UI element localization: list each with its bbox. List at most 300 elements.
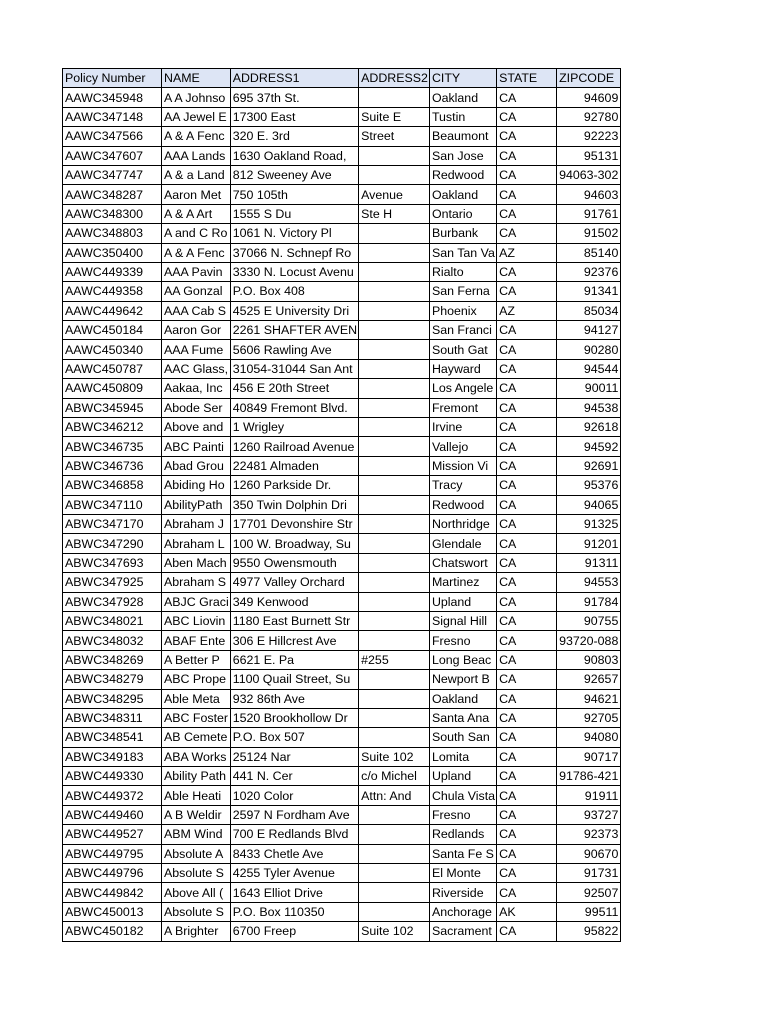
address1-cell[interactable]: 320 E. 3rd	[230, 127, 358, 146]
city-cell[interactable]: Santa Ana	[429, 708, 496, 727]
state-cell[interactable]: CA	[497, 165, 557, 184]
zipcode-cell[interactable]: 92657	[557, 670, 621, 689]
address1-cell[interactable]: 1520 Brookhollow Dr	[230, 708, 358, 727]
policy-number-cell[interactable]: ABWC348021	[63, 611, 162, 630]
state-cell[interactable]: CA	[497, 88, 557, 107]
name-cell[interactable]: A A Johnso	[162, 88, 231, 107]
zipcode-cell[interactable]: 99511	[557, 902, 621, 921]
policy-number-cell[interactable]: AAWC347566	[63, 127, 162, 146]
name-cell[interactable]: ABC Prope	[162, 670, 231, 689]
address1-cell[interactable]: 3330 N. Locust Avenu	[230, 262, 358, 281]
city-cell[interactable]: Burbank	[429, 224, 496, 243]
name-cell[interactable]: A and C Ro	[162, 224, 231, 243]
zipcode-cell[interactable]: 94603	[557, 185, 621, 204]
address2-cell[interactable]	[359, 243, 430, 262]
address2-cell[interactable]	[359, 534, 430, 553]
address2-cell[interactable]	[359, 321, 430, 340]
header-state[interactable]: STATE	[497, 69, 557, 88]
state-cell[interactable]: CA	[497, 786, 557, 805]
zipcode-cell[interactable]: 93720-088	[557, 631, 621, 650]
address2-cell[interactable]: Suite E	[359, 107, 430, 126]
name-cell[interactable]: Absolute S	[162, 902, 231, 921]
name-cell[interactable]: AAA Fume	[162, 340, 231, 359]
address2-cell[interactable]	[359, 592, 430, 611]
city-cell[interactable]: San Tan Va	[429, 243, 496, 262]
name-cell[interactable]: Able Meta	[162, 689, 231, 708]
state-cell[interactable]: CA	[497, 670, 557, 689]
address1-cell[interactable]: P.O. Box 507	[230, 728, 358, 747]
zipcode-cell[interactable]: 94621	[557, 689, 621, 708]
policy-number-cell[interactable]: ABWC449372	[63, 786, 162, 805]
address2-cell[interactable]	[359, 456, 430, 475]
name-cell[interactable]: A & A Art	[162, 204, 231, 223]
city-cell[interactable]: El Monte	[429, 864, 496, 883]
state-cell[interactable]: CA	[497, 379, 557, 398]
zipcode-cell[interactable]: 91201	[557, 534, 621, 553]
city-cell[interactable]: San Franci	[429, 321, 496, 340]
address1-cell[interactable]: 1 Wrigley	[230, 418, 358, 437]
city-cell[interactable]: Tracy	[429, 476, 496, 495]
name-cell[interactable]: A B Weldir	[162, 805, 231, 824]
policy-number-cell[interactable]: AAWC450340	[63, 340, 162, 359]
city-cell[interactable]: Irvine	[429, 418, 496, 437]
name-cell[interactable]: Able Heati	[162, 786, 231, 805]
zipcode-cell[interactable]: 94065	[557, 495, 621, 514]
address2-cell[interactable]: c/o Michel	[359, 767, 430, 786]
name-cell[interactable]: ABC Painti	[162, 437, 231, 456]
name-cell[interactable]: ABC Foster	[162, 708, 231, 727]
state-cell[interactable]: CA	[497, 767, 557, 786]
zipcode-cell[interactable]: 94609	[557, 88, 621, 107]
policy-number-cell[interactable]: AAWC347607	[63, 146, 162, 165]
address2-cell[interactable]	[359, 670, 430, 689]
address2-cell[interactable]	[359, 844, 430, 863]
city-cell[interactable]: Chatswort	[429, 553, 496, 572]
address2-cell[interactable]	[359, 902, 430, 921]
policy-number-cell[interactable]: ABWC449330	[63, 767, 162, 786]
address2-cell[interactable]	[359, 301, 430, 320]
state-cell[interactable]: CA	[497, 282, 557, 301]
policy-number-cell[interactable]: AAWC348300	[63, 204, 162, 223]
zipcode-cell[interactable]: 93727	[557, 805, 621, 824]
state-cell[interactable]: CA	[497, 359, 557, 378]
address2-cell[interactable]	[359, 146, 430, 165]
state-cell[interactable]: CA	[497, 127, 557, 146]
address1-cell[interactable]: 1630 Oakland Road,	[230, 146, 358, 165]
zipcode-cell[interactable]: 95376	[557, 476, 621, 495]
name-cell[interactable]: ABA Works	[162, 747, 231, 766]
zipcode-cell[interactable]: 94127	[557, 321, 621, 340]
zipcode-cell[interactable]: 94538	[557, 398, 621, 417]
city-cell[interactable]: Los Angele	[429, 379, 496, 398]
city-cell[interactable]: Anchorage	[429, 902, 496, 921]
zipcode-cell[interactable]: 95131	[557, 146, 621, 165]
policy-number-cell[interactable]: AAWC449339	[63, 262, 162, 281]
city-cell[interactable]: South San	[429, 728, 496, 747]
address2-cell[interactable]	[359, 418, 430, 437]
state-cell[interactable]: AZ	[497, 301, 557, 320]
state-cell[interactable]: CA	[497, 922, 557, 941]
name-cell[interactable]: AA Gonzal	[162, 282, 231, 301]
policy-number-cell[interactable]: ABWC346735	[63, 437, 162, 456]
zipcode-cell[interactable]: 90011	[557, 379, 621, 398]
name-cell[interactable]: ABJC Graci	[162, 592, 231, 611]
address2-cell[interactable]	[359, 476, 430, 495]
zipcode-cell[interactable]: 91502	[557, 224, 621, 243]
address1-cell[interactable]: 932 86th Ave	[230, 689, 358, 708]
address1-cell[interactable]: 1020 Color	[230, 786, 358, 805]
city-cell[interactable]: Tustin	[429, 107, 496, 126]
address1-cell[interactable]: 1180 East Burnett Str	[230, 611, 358, 630]
address1-cell[interactable]: 750 105th	[230, 185, 358, 204]
state-cell[interactable]: CA	[497, 611, 557, 630]
city-cell[interactable]: Vallejo	[429, 437, 496, 456]
state-cell[interactable]: CA	[497, 650, 557, 669]
state-cell[interactable]: CA	[497, 495, 557, 514]
name-cell[interactable]: AAA Cab S	[162, 301, 231, 320]
zipcode-cell[interactable]: 91325	[557, 514, 621, 533]
zipcode-cell[interactable]: 95822	[557, 922, 621, 941]
address2-cell[interactable]	[359, 883, 430, 902]
state-cell[interactable]: CA	[497, 864, 557, 883]
name-cell[interactable]: Aben Mach	[162, 553, 231, 572]
address1-cell[interactable]: 6621 E. Pa	[230, 650, 358, 669]
state-cell[interactable]: CA	[497, 631, 557, 650]
name-cell[interactable]: Abraham L	[162, 534, 231, 553]
name-cell[interactable]: Abiding Ho	[162, 476, 231, 495]
state-cell[interactable]: CA	[497, 146, 557, 165]
address2-cell[interactable]	[359, 631, 430, 650]
policy-number-cell[interactable]: ABWC349183	[63, 747, 162, 766]
address1-cell[interactable]: P.O. Box 408	[230, 282, 358, 301]
state-cell[interactable]: CA	[497, 418, 557, 437]
zipcode-cell[interactable]: 92223	[557, 127, 621, 146]
name-cell[interactable]: A & A Fenc	[162, 127, 231, 146]
zipcode-cell[interactable]: 92373	[557, 825, 621, 844]
zipcode-cell[interactable]: 94080	[557, 728, 621, 747]
state-cell[interactable]: CA	[497, 204, 557, 223]
city-cell[interactable]: Glendale	[429, 534, 496, 553]
name-cell[interactable]: Ability Path	[162, 767, 231, 786]
address1-cell[interactable]: 4977 Valley Orchard	[230, 573, 358, 592]
state-cell[interactable]: CA	[497, 805, 557, 824]
city-cell[interactable]: Oakland	[429, 185, 496, 204]
name-cell[interactable]: Absolute S	[162, 864, 231, 883]
address2-cell[interactable]	[359, 282, 430, 301]
city-cell[interactable]: Fresno	[429, 805, 496, 824]
city-cell[interactable]: Hayward	[429, 359, 496, 378]
state-cell[interactable]: CA	[497, 708, 557, 727]
city-cell[interactable]: Oakland	[429, 88, 496, 107]
address1-cell[interactable]: 1260 Railroad Avenue	[230, 437, 358, 456]
zipcode-cell[interactable]: 92705	[557, 708, 621, 727]
name-cell[interactable]: A Brighter	[162, 922, 231, 941]
policy-number-cell[interactable]: AAWC348803	[63, 224, 162, 243]
city-cell[interactable]: Redlands	[429, 825, 496, 844]
name-cell[interactable]: AAC Glass,	[162, 359, 231, 378]
city-cell[interactable]: Fresno	[429, 631, 496, 650]
policy-number-cell[interactable]: ABWC347110	[63, 495, 162, 514]
address2-cell[interactable]	[359, 611, 430, 630]
address1-cell[interactable]: 5606 Rawling Ave	[230, 340, 358, 359]
policy-number-cell[interactable]: ABWC449460	[63, 805, 162, 824]
zipcode-cell[interactable]: 91311	[557, 553, 621, 572]
city-cell[interactable]: Northridge	[429, 514, 496, 533]
state-cell[interactable]: CA	[497, 321, 557, 340]
city-cell[interactable]: Sacrament	[429, 922, 496, 941]
address1-cell[interactable]: 22481 Almaden	[230, 456, 358, 475]
state-cell[interactable]: CA	[497, 573, 557, 592]
name-cell[interactable]: Aaron Met	[162, 185, 231, 204]
address2-cell[interactable]: #255	[359, 650, 430, 669]
state-cell[interactable]: CA	[497, 476, 557, 495]
address2-cell[interactable]	[359, 379, 430, 398]
policy-number-cell[interactable]: ABWC347928	[63, 592, 162, 611]
zipcode-cell[interactable]: 91761	[557, 204, 621, 223]
address1-cell[interactable]: 812 Sweeney Ave	[230, 165, 358, 184]
zipcode-cell[interactable]: 91784	[557, 592, 621, 611]
zipcode-cell[interactable]: 92618	[557, 418, 621, 437]
address1-cell[interactable]: 17701 Devonshire Str	[230, 514, 358, 533]
address2-cell[interactable]	[359, 262, 430, 281]
policy-number-cell[interactable]: ABWC348541	[63, 728, 162, 747]
zipcode-cell[interactable]: 94592	[557, 437, 621, 456]
name-cell[interactable]: AB Cemete	[162, 728, 231, 747]
city-cell[interactable]: Lomita	[429, 747, 496, 766]
address2-cell[interactable]: Suite 102	[359, 922, 430, 941]
city-cell[interactable]: Phoenix	[429, 301, 496, 320]
policy-number-cell[interactable]: ABWC346736	[63, 456, 162, 475]
name-cell[interactable]: A Better P	[162, 650, 231, 669]
zipcode-cell[interactable]: 92376	[557, 262, 621, 281]
address1-cell[interactable]: 456 E 20th Street	[230, 379, 358, 398]
city-cell[interactable]: Martinez	[429, 573, 496, 592]
name-cell[interactable]: Abraham S	[162, 573, 231, 592]
address1-cell[interactable]: 37066 N. Schnepf Ro	[230, 243, 358, 262]
address1-cell[interactable]: 1100 Quail Street, Su	[230, 670, 358, 689]
address2-cell[interactable]	[359, 514, 430, 533]
header-policy-number[interactable]: Policy Number	[63, 69, 162, 88]
zipcode-cell[interactable]: 91786-421	[557, 767, 621, 786]
state-cell[interactable]: CA	[497, 592, 557, 611]
state-cell[interactable]: CA	[497, 340, 557, 359]
address2-cell[interactable]	[359, 825, 430, 844]
state-cell[interactable]: CA	[497, 224, 557, 243]
policy-number-cell[interactable]: AAWC450787	[63, 359, 162, 378]
address1-cell[interactable]: 4255 Tyler Avenue	[230, 864, 358, 883]
name-cell[interactable]: AbilityPath	[162, 495, 231, 514]
state-cell[interactable]: CA	[497, 456, 557, 475]
state-cell[interactable]: CA	[497, 728, 557, 747]
address1-cell[interactable]: 1260 Parkside Dr.	[230, 476, 358, 495]
name-cell[interactable]: Abraham J	[162, 514, 231, 533]
address1-cell[interactable]: 349 Kenwood	[230, 592, 358, 611]
policy-number-cell[interactable]: AAWC449358	[63, 282, 162, 301]
name-cell[interactable]: AAA Lands	[162, 146, 231, 165]
address1-cell[interactable]: 695 37th St.	[230, 88, 358, 107]
zipcode-cell[interactable]: 92780	[557, 107, 621, 126]
zipcode-cell[interactable]: 91911	[557, 786, 621, 805]
zipcode-cell[interactable]: 85034	[557, 301, 621, 320]
policy-number-cell[interactable]: ABWC345945	[63, 398, 162, 417]
zipcode-cell[interactable]: 91341	[557, 282, 621, 301]
city-cell[interactable]: San Jose	[429, 146, 496, 165]
zipcode-cell[interactable]: 92507	[557, 883, 621, 902]
policy-number-cell[interactable]: ABWC348295	[63, 689, 162, 708]
zipcode-cell[interactable]: 90717	[557, 747, 621, 766]
city-cell[interactable]: Upland	[429, 767, 496, 786]
address2-cell[interactable]	[359, 708, 430, 727]
policy-number-cell[interactable]: ABWC346858	[63, 476, 162, 495]
address1-cell[interactable]: 25124 Nar	[230, 747, 358, 766]
name-cell[interactable]: Abode Ser	[162, 398, 231, 417]
city-cell[interactable]: Rialto	[429, 262, 496, 281]
address2-cell[interactable]	[359, 553, 430, 572]
address1-cell[interactable]: 2261 SHAFTER AVEN	[230, 321, 358, 340]
address2-cell[interactable]: Suite 102	[359, 747, 430, 766]
policy-number-cell[interactable]: ABWC449795	[63, 844, 162, 863]
policy-number-cell[interactable]: ABWC450182	[63, 922, 162, 941]
name-cell[interactable]: ABC Liovin	[162, 611, 231, 630]
address2-cell[interactable]	[359, 573, 430, 592]
address2-cell[interactable]	[359, 689, 430, 708]
policy-number-cell[interactable]: AAWC450809	[63, 379, 162, 398]
city-cell[interactable]: Mission Vi	[429, 456, 496, 475]
zipcode-cell[interactable]: 92691	[557, 456, 621, 475]
address2-cell[interactable]	[359, 805, 430, 824]
address1-cell[interactable]: 1555 S Du	[230, 204, 358, 223]
name-cell[interactable]: Aakaa, Inc	[162, 379, 231, 398]
address1-cell[interactable]: 700 E Redlands Blvd	[230, 825, 358, 844]
address1-cell[interactable]: 1061 N. Victory Pl	[230, 224, 358, 243]
zipcode-cell[interactable]: 94063-302	[557, 165, 621, 184]
state-cell[interactable]: CA	[497, 514, 557, 533]
address2-cell[interactable]: Street	[359, 127, 430, 146]
zipcode-cell[interactable]: 85140	[557, 243, 621, 262]
name-cell[interactable]: Aaron Gor	[162, 321, 231, 340]
address1-cell[interactable]: 9550 Owensmouth	[230, 553, 358, 572]
name-cell[interactable]: Absolute A	[162, 844, 231, 863]
policy-number-cell[interactable]: ABWC347290	[63, 534, 162, 553]
name-cell[interactable]: AA Jewel E	[162, 107, 231, 126]
city-cell[interactable]: Newport B	[429, 670, 496, 689]
city-cell[interactable]: Ontario	[429, 204, 496, 223]
city-cell[interactable]: South Gat	[429, 340, 496, 359]
header-name[interactable]: NAME	[162, 69, 231, 88]
address1-cell[interactable]: 4525 E University Dri	[230, 301, 358, 320]
state-cell[interactable]: CA	[497, 185, 557, 204]
policy-number-cell[interactable]: ABWC348032	[63, 631, 162, 650]
address1-cell[interactable]: 100 W. Broadway, Su	[230, 534, 358, 553]
city-cell[interactable]: Upland	[429, 592, 496, 611]
zipcode-cell[interactable]: 91731	[557, 864, 621, 883]
policy-number-cell[interactable]: ABWC347693	[63, 553, 162, 572]
address2-cell[interactable]: Ste H	[359, 204, 430, 223]
address2-cell[interactable]	[359, 864, 430, 883]
city-cell[interactable]: Santa Fe S	[429, 844, 496, 863]
policy-number-cell[interactable]: AAWC450184	[63, 321, 162, 340]
address2-cell[interactable]	[359, 165, 430, 184]
name-cell[interactable]: Abad Grou	[162, 456, 231, 475]
address2-cell[interactable]	[359, 437, 430, 456]
policy-number-cell[interactable]: ABWC449796	[63, 864, 162, 883]
name-cell[interactable]: AAA Pavin	[162, 262, 231, 281]
city-cell[interactable]: Redwood	[429, 495, 496, 514]
address1-cell[interactable]: 6700 Freep	[230, 922, 358, 941]
state-cell[interactable]: CA	[497, 437, 557, 456]
city-cell[interactable]: San Ferna	[429, 282, 496, 301]
city-cell[interactable]: Riverside	[429, 883, 496, 902]
state-cell[interactable]: CA	[497, 107, 557, 126]
city-cell[interactable]: Signal Hill	[429, 611, 496, 630]
address2-cell[interactable]	[359, 224, 430, 243]
city-cell[interactable]: Long Beac	[429, 650, 496, 669]
header-city[interactable]: CITY	[429, 69, 496, 88]
state-cell[interactable]: CA	[497, 747, 557, 766]
address2-cell[interactable]	[359, 728, 430, 747]
state-cell[interactable]: CA	[497, 553, 557, 572]
address1-cell[interactable]: 350 Twin Dolphin Dri	[230, 495, 358, 514]
zipcode-cell[interactable]: 90670	[557, 844, 621, 863]
policy-number-cell[interactable]: ABWC348311	[63, 708, 162, 727]
policy-number-cell[interactable]: ABWC347925	[63, 573, 162, 592]
header-zipcode[interactable]: ZIPCODE	[557, 69, 621, 88]
address1-cell[interactable]: 40849 Fremont Blvd.	[230, 398, 358, 417]
city-cell[interactable]: Redwood	[429, 165, 496, 184]
policy-number-cell[interactable]: AAWC347747	[63, 165, 162, 184]
policy-number-cell[interactable]: ABWC450013	[63, 902, 162, 921]
address1-cell[interactable]: 8433 Chetle Ave	[230, 844, 358, 863]
state-cell[interactable]: CA	[497, 534, 557, 553]
address2-cell[interactable]: Avenue	[359, 185, 430, 204]
address1-cell[interactable]: 1643 Elliot Drive	[230, 883, 358, 902]
zipcode-cell[interactable]: 90755	[557, 611, 621, 630]
policy-number-cell[interactable]: ABWC346212	[63, 418, 162, 437]
zipcode-cell[interactable]: 94553	[557, 573, 621, 592]
state-cell[interactable]: CA	[497, 844, 557, 863]
address2-cell[interactable]: Attn: And	[359, 786, 430, 805]
name-cell[interactable]: Above and	[162, 418, 231, 437]
address2-cell[interactable]	[359, 340, 430, 359]
state-cell[interactable]: CA	[497, 825, 557, 844]
address2-cell[interactable]	[359, 359, 430, 378]
policy-number-cell[interactable]: ABWC348269	[63, 650, 162, 669]
policy-number-cell[interactable]: AAWC347148	[63, 107, 162, 126]
policy-number-cell[interactable]: AAWC348287	[63, 185, 162, 204]
state-cell[interactable]: CA	[497, 398, 557, 417]
policy-number-cell[interactable]: ABWC449527	[63, 825, 162, 844]
state-cell[interactable]: CA	[497, 689, 557, 708]
name-cell[interactable]: A & A Fenc	[162, 243, 231, 262]
address1-cell[interactable]: 441 N. Cer	[230, 767, 358, 786]
name-cell[interactable]: ABM Wind	[162, 825, 231, 844]
name-cell[interactable]: A & a Land	[162, 165, 231, 184]
state-cell[interactable]: AZ	[497, 243, 557, 262]
name-cell[interactable]: ABAF Ente	[162, 631, 231, 650]
address2-cell[interactable]	[359, 495, 430, 514]
state-cell[interactable]: CA	[497, 883, 557, 902]
header-address2[interactable]: ADDRESS2	[359, 69, 430, 88]
address1-cell[interactable]: P.O. Box 110350	[230, 902, 358, 921]
policy-number-cell[interactable]: ABWC449842	[63, 883, 162, 902]
city-cell[interactable]: Fremont	[429, 398, 496, 417]
address1-cell[interactable]: 2597 N Fordham Ave	[230, 805, 358, 824]
zipcode-cell[interactable]: 94544	[557, 359, 621, 378]
city-cell[interactable]: Oakland	[429, 689, 496, 708]
address1-cell[interactable]: 31054-31044 San Ant	[230, 359, 358, 378]
address1-cell[interactable]: 306 E Hillcrest Ave	[230, 631, 358, 650]
state-cell[interactable]: AK	[497, 902, 557, 921]
